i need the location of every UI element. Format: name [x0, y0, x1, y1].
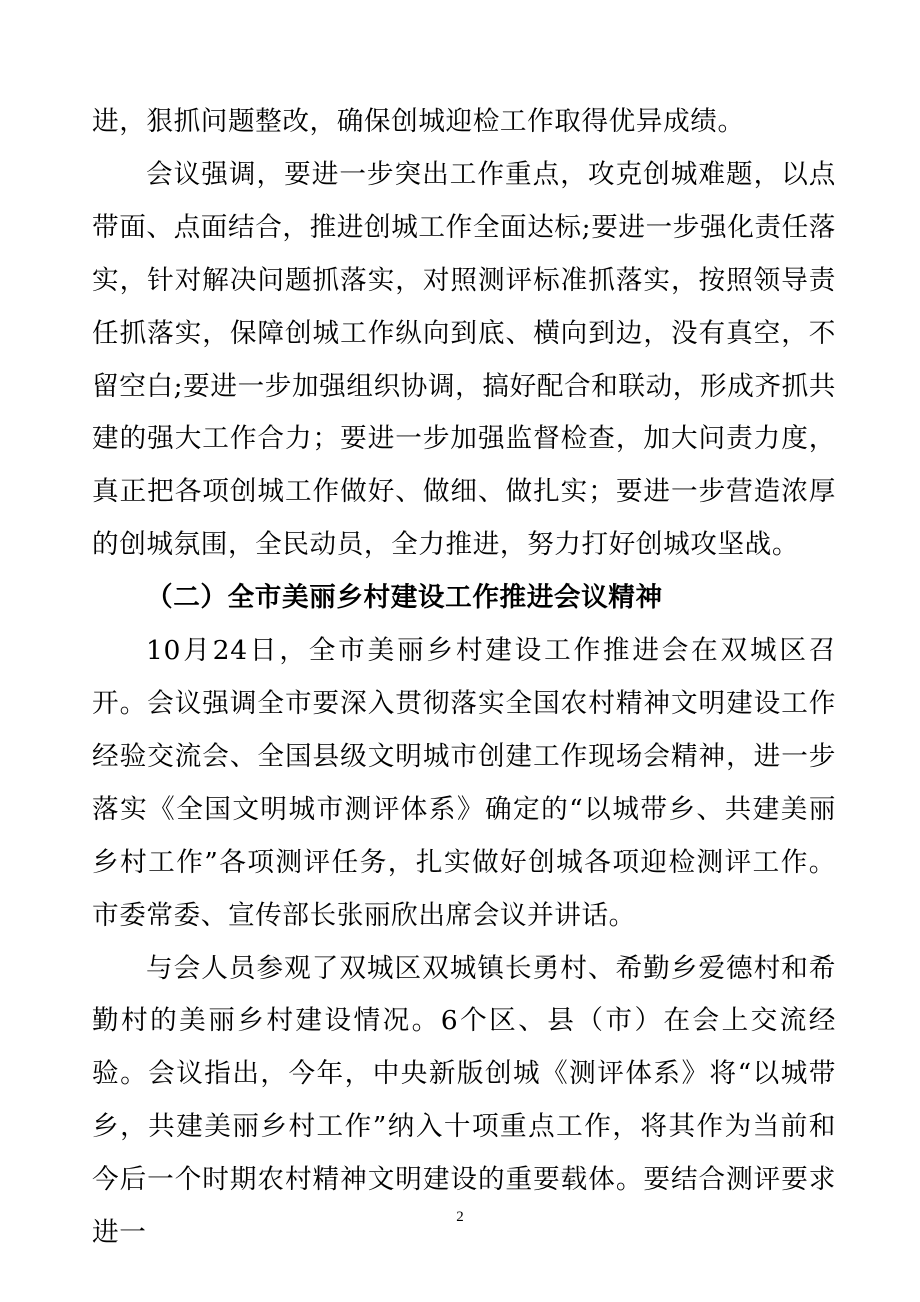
paragraph-continuation: 进，狠抓问题整改，确保创城迎检工作取得优异成绩。 [92, 106, 745, 137]
section-heading: （二）全市美丽乡村建设工作推进会议精神 [146, 582, 663, 614]
paragraph-rural-meeting: 10月24日，全市美丽乡村建设工作推进会在双城区召开。会议强调全市要深入贯彻落实全国农村精神文明建设工作经验交流会、全国县级文明城市创建工作现场会精神，进一步落实《全国文明城市测评体系》确定的“以城带乡、共建美丽乡村工作”各项测评任务，扎实做好创城各项迎检测评工作。市委常委、宣传部长张丽欣出席会议并讲话。 [92, 635, 836, 931]
page-number: 2 [456, 1209, 464, 1225]
document-body [92, 96, 836, 1260]
paragraph-visit: 与会人员参观了双城区双城镇长勇村、希勤乡爱德村和希勤村的美丽乡村建设情况。6个区、县（市）在会上交流经验。会议指出，今年，中央新版创城《测评体系》将“以城带乡，共建美丽乡村工作”纳入十项重点工作，将其作为当前和今后一个时期农村精神文明建设的重要载体。要结合测评要求进一 [92, 952, 836, 1249]
paragraph-meeting-emphasis: 会议强调，要进一步突出工作重点，攻克创城难题，以点带面、点面结合，推进创城工作全面达标;要进一步强化责任落实，针对解决问题抓落实，对照测评标准抓落实，按照领导责任抓落实，保障创城工作纵向到底、横向到边，没有真空，不留空白;要进一步加强组织协调，搞好配合和联动，形成齐抓共建的强大工作合力；要进一步加强监督检查，加大问责力度，真正把各项创城工作做好、做细、做扎实；要进一步营造浓厚的创城氛围，全民动员，全力推进，努力打好创城攻坚战。 [92, 158, 836, 561]
